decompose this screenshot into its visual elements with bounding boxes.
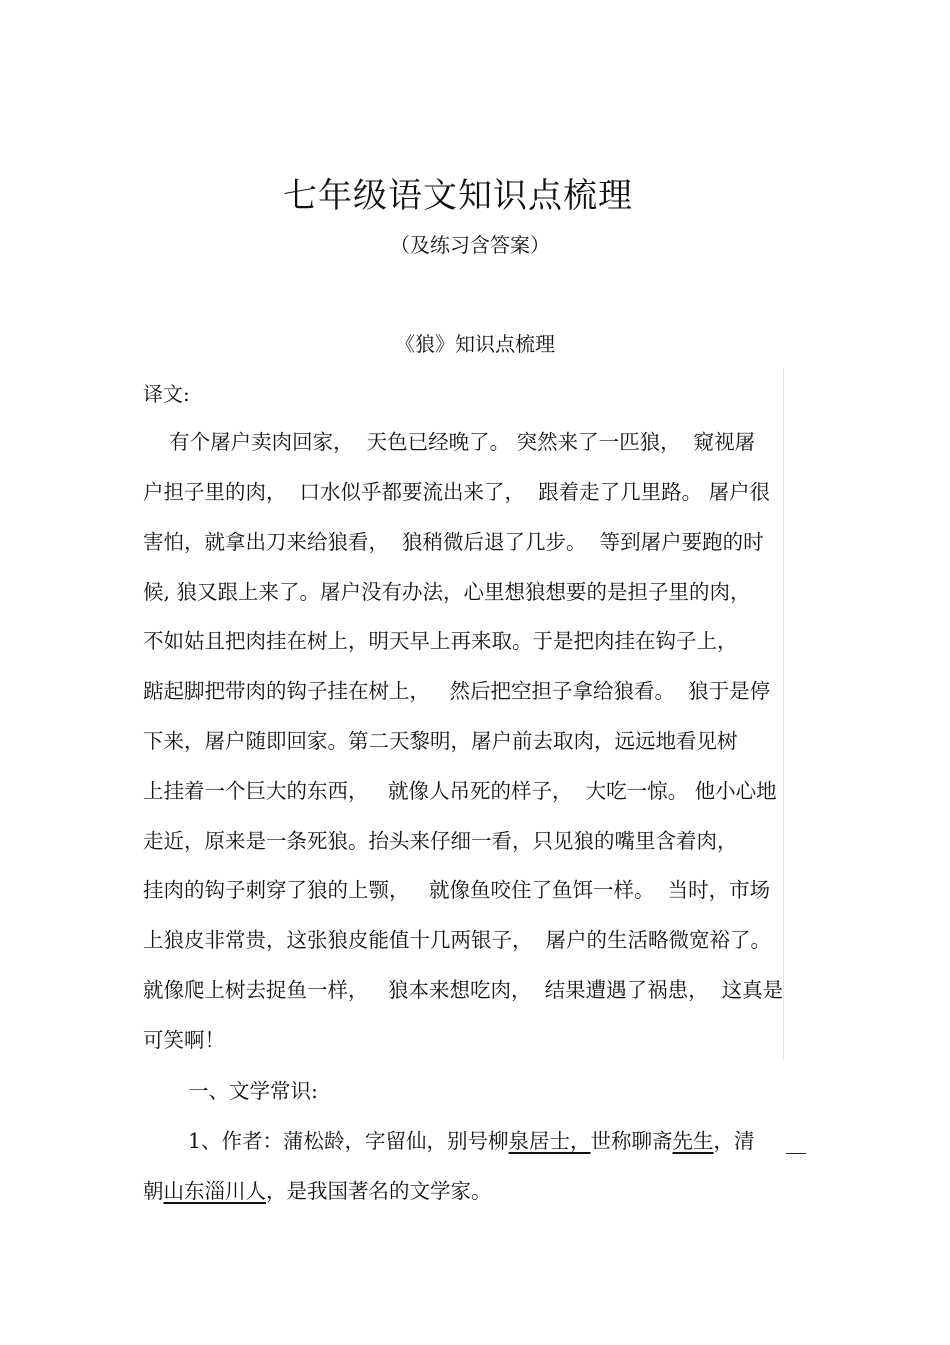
translation-line: 害怕，就拿出刀来给狼看， 狼稍微后退了几步。 等到屠户要跑的时 — [143, 530, 764, 554]
author-line-1 — [188, 1127, 755, 1155]
translation-line: 不如姑且把肉挂在树上，明天早上再来取。于是把肉挂在钩子上， — [143, 629, 738, 653]
author-prefix: 1、作者：蒲松龄，字留仙，别号柳 — [188, 1129, 509, 1153]
translation-line: 上狼皮非常贵，这张狼皮能值十几两银子， 屠户的生活略微宽裕了。 — [143, 928, 772, 952]
translation-box — [143, 368, 784, 1060]
section-title: 《狼》知识点梳理 — [395, 332, 555, 356]
translation-line: 上挂着一个巨大的东西， 就像人吊死的样子， 大吃一惊。 他小心地 — [143, 779, 777, 803]
translation-label: 译文: — [143, 382, 190, 406]
translation-line: 可笑啊！ — [143, 1028, 225, 1052]
author-line2-suffix: ，是我国著名的文学家。 — [266, 1179, 492, 1203]
translation-line: 走近，原来是一条死狼。抬头来仔细一看，只见狼的嘴里含着肉， — [143, 829, 738, 853]
knowledge-heading: 一、文学常识: — [188, 1079, 318, 1103]
translation-line: 踮起脚把带肉的钩子挂在树上， 然后把空担子拿给狼看。 狼于是停 — [143, 679, 771, 703]
translation-line: 候, 狼又跟上来了。屠户没有办法，心里想狼想要的是担子里的肉， — [143, 580, 751, 604]
fill-blank-line — [786, 1153, 806, 1154]
translation-line: 有个屠户卖肉回家， 天色已经晚了。 突然来了一匹狼， 窥视屠 — [143, 430, 756, 454]
document-subtitle: （及练习含答案） — [390, 233, 550, 257]
translation-line: 户担子里的肉， 口水似乎都要流出来了， 跟着走了几里路。 屠户很 — [143, 480, 771, 504]
author-alias: 泉居士， — [508, 1129, 591, 1153]
author-title: 先生 — [672, 1129, 714, 1153]
author-mid: 世称聊斋 — [590, 1129, 673, 1153]
author-suffix: ，清 — [713, 1129, 755, 1153]
translation-line: 就像爬上树去捉鱼一样， 狼本来想吃肉， 结果遭遇了祸患， 这真是 — [143, 978, 784, 1002]
author-line2-prefix: 朝 — [143, 1179, 164, 1203]
author-hometown: 山东淄川人 — [163, 1179, 266, 1203]
translation-line: 下来，屠户随即回家。第二天黎明，屠户前去取肉，远远地看见树 — [143, 729, 738, 753]
author-line-2 — [143, 1177, 492, 1205]
translation-line: 挂肉的钩子刺穿了狼的上颚， 就像鱼咬住了鱼饵一样。 当时，市场 — [143, 878, 771, 902]
document-title: 七年级语文知识点梳理 — [283, 176, 633, 216]
